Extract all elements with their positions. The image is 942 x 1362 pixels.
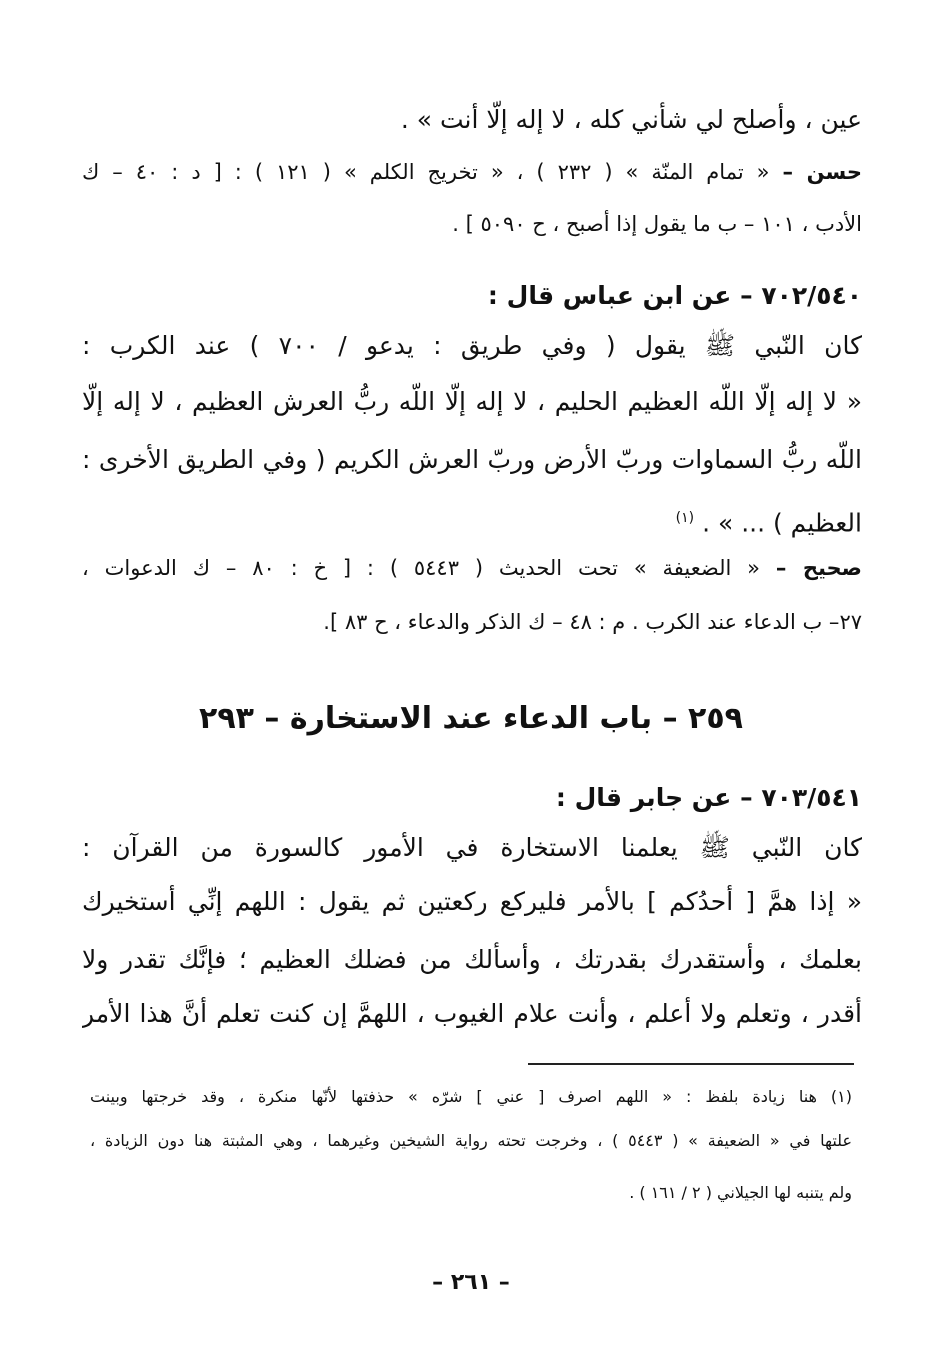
hadith-narrator: – عن جابر قال : [555,783,753,812]
hadith-text-line: بعلمك ، وأستقدرك بقدرتك ، وأسألك من فضلك العظيم ؛ فإنَّك تقدر ولا [82,945,862,974]
hadith-header [82,778,862,818]
footnote-line: ولم يتنبه لها الجيلاني ( ٢ / ١٦١ ) . [629,1183,852,1202]
page-number: – ٢٦١ – [432,1270,510,1295]
takhrij-text: « تمام المنّة » ( ٢٣٢ ) ، « تخريج الكلم » ( ١٢١ ) : [ د : ٤٠ – ك [82,160,770,184]
takhrij-line [82,154,862,190]
takhrij-line [82,550,862,586]
takhrij-line: ٢٧– ب الدعاء عند الكرب . م : ٤٨ – ك الذكر والدعاء ، ح ٨٣ ]. [323,610,862,634]
hadith-text-line: اللّه ربُّ السماوات وربّ الأرض وربّ العرش الكريم ( وفي الطريق الأخرى : [82,445,862,474]
footnote-line: علتها في « الضعيفة » ( ٥٤٤٣ ) ، وخرجت تحته رواية الشيخين وغيرهما ، وهي المثبتة هنا دون الزيادة ، [90,1131,852,1150]
hadith-text-line: أقدر ، وتعلم ولا أعلم ، وأنت علام الغيوب ، اللهمَّ إن كنت تعلم أنَّ هذا الأمر [82,999,862,1028]
hadith-text-line: « لا إله إلّا اللّه العظيم الحليم ، لا إله إلّا اللّه ربُّ العرش العظيم ، لا إله إلّا [82,387,862,416]
hadith-number: ٧٠٣/٥٤١ [761,783,862,812]
hadith-text-end: العظيم ) ... » . [702,508,862,538]
takhrij-line: الأدب ، ١٠١ – ب ما يقول إذا أصبح ، ح ٥٠٩٠ ] . [452,212,862,236]
grade-label: حسن – [782,160,862,184]
hadith-text-line: كان النّبي ﷺ يقول ( وفي طريق : يدعو / ٧٠٠ ) عند الكرب : [82,331,862,360]
hadith-header [82,276,862,316]
footnote-line: (١) هنا زيادة بلفظ : « اللهم اصرف [ عني ] شرّه » حذفتها لأنّها منكرة ، وقد خرجتها وبينت [90,1087,852,1106]
takhrij-text: « الضعيفة » تحت الحديث ( ٥٤٤٣ ) : [ خ : ٨٠ – ك الدعوات ، [82,556,761,580]
hadith-text-line [82,498,862,538]
hadith-number: ٧٠٢/٥٤٠ [761,281,862,310]
grade-label: صحيح – [775,556,862,580]
hadith-text-line: كان النّبي ﷺ يعلمنا الاستخارة في الأمور كالسورة من القرآن : [82,833,862,862]
hadith-narrator: – عن ابن عباس قال : [487,281,753,310]
footnote-separator [528,1063,854,1065]
hadith-text-line: « إذا همَّ [ أحدُكم ] بالأمر فليركع ركعتين ثم يقول : اللهم إنِّي أستخيرك [82,887,862,916]
hadith-continuation-line: عين ، وأصلح لي شأني كله ، لا إله إلّا أنت » . [400,105,862,134]
chapter-title: ٢٥٩ – باب الدعاء عند الاستخارة – ٢٩٣ [199,701,743,736]
footnote-marker: (١) [675,510,695,526]
